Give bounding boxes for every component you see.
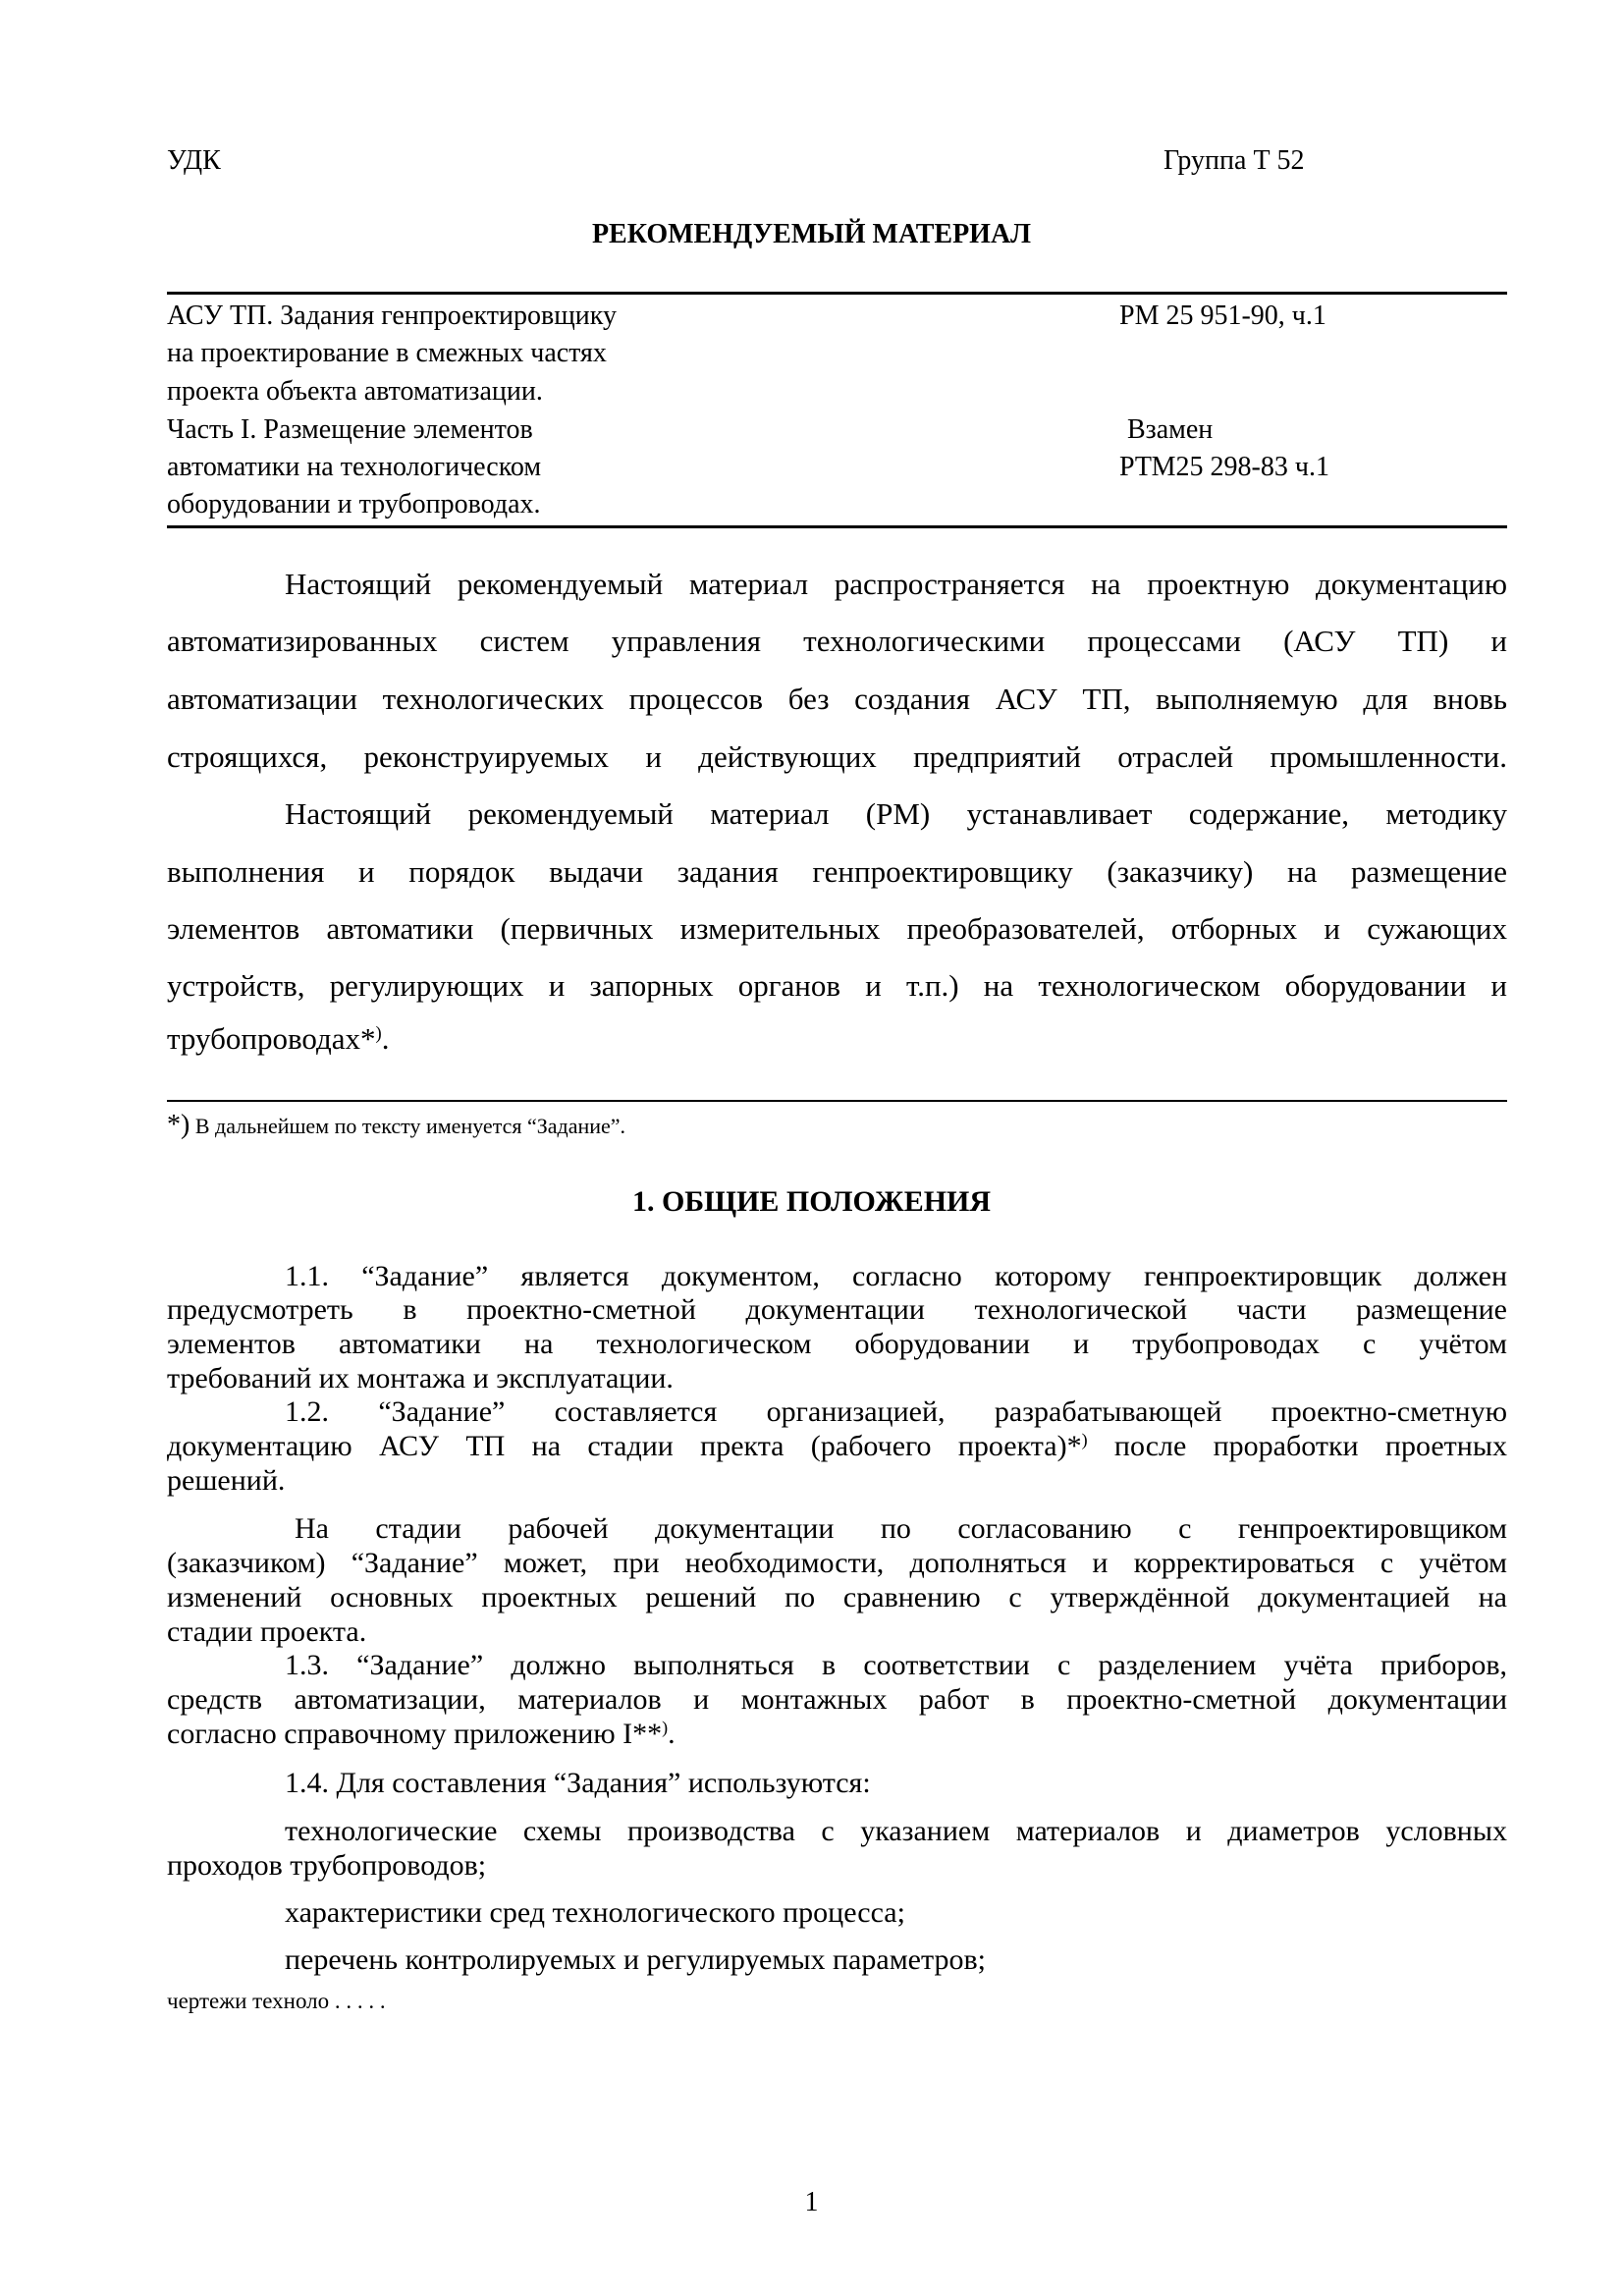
intro-line: элементов автоматики (первичных измерительных преобразователей, отборных и сужающих [167,911,1507,946]
section-line: решений. [167,1464,286,1497]
section-line: стадии проекта. [167,1615,367,1648]
intro-line: автоматизированных систем управления технологическими процессами (АСУ ТП) и [167,624,1507,658]
section-line: 1.2. “Задание” составляется организацией, разрабатывающей проектно-сметную [285,1395,1507,1428]
list-item: характеристики сред технологического процесса; [285,1896,905,1929]
udk-label: УДК [167,145,221,176]
doc-title-line: АСУ ТП. Задания генпроектировщику [167,301,617,331]
doc-title-line: на проектирование в смежных частях [167,338,607,368]
section-line: согласно справочному приложению I**). [167,1718,676,1750]
intro-line: строящихся, реконструируемых и действующих предприятий отраслей промышленности. [167,739,1507,774]
info-bottom-rule [167,525,1507,528]
group-label: Группа Т 52 [1163,145,1305,176]
section-heading: 1. ОБЩИЕ ПОЛОЖЕНИЯ [631,1185,992,1218]
doc-title-line: проекта объекта автоматизации. [167,376,543,407]
intro-line: устройств, регулирующих и запорных органов и т.п.) на технологическом оборудовании и [167,968,1507,1003]
section-line: (заказчиком) “Задание” может, при необходимости, дополняться и корректироваться с учётом [167,1547,1507,1579]
list-item: перечень контролируемых и регулируемых параметров; [285,1943,986,1976]
footnote [167,1110,625,1141]
section-line: элементов автоматики на технологическом оборудовании и трубопроводах с учётом [167,1328,1507,1360]
section-line: На стадии рабочей документации по согласованию с генпроектировщиком [295,1512,1507,1545]
list-item: технологические схемы производства с указанием материалов и диаметров условных [285,1815,1507,1847]
doc-title-line: оборудовании и трубопроводах. [167,489,541,519]
top-rule [167,292,1507,295]
section-line: 1.1. “Задание” является документом, согласно которому генпроектировщик должен [285,1260,1507,1292]
section-line: предусмотреть в проектно-сметной документации технологической части размещение [167,1293,1507,1326]
doc-title-line: автоматики на технологическом [167,452,542,482]
document-title: РЕКОМЕНДУЕМЫЙ МАТЕРИАЛ [591,219,1032,249]
section-line: требований их монтажа и эксплуатации. [167,1362,674,1394]
intro-line: Настоящий рекомендуемый материал распространяется на проектную документацию [285,567,1507,601]
intro-line: Настоящий рекомендуемый материал (РМ) устанавливает содержание, методику [285,796,1507,831]
section-line: 1.3. “Задание” должно выполняться в соответствии с разделением учёта приборов, [285,1649,1507,1681]
page-number: 1 [804,2187,819,2217]
footnote-rule [167,1100,1507,1102]
doc-number: РМ 25 951-90, ч.1 [1119,301,1326,331]
cutoff-text: чертежи техноло . . . . . [167,1989,386,2013]
replaces-label: Взамен [1127,414,1214,445]
footnote-text: В дальнейшем по тексту именуется “Задание”. [189,1114,626,1138]
intro-line: выполнения и порядок выдачи задания генпроектировщику (заказчику) на размещение [167,854,1507,889]
section-line: изменений основных проектных решений по сравнению с утверждённой документацией на [167,1581,1507,1613]
list-item: проходов трубопроводов; [167,1849,487,1882]
intro-last-line: трубопроводах*). [167,1021,390,1056]
intro-line: автоматизации технологических процессов без создания АСУ ТП, выполняемую для вновь [167,682,1507,716]
section-line: документацию АСУ ТП на стадии пректа (рабочего проекта)*) после проработки проетных [167,1430,1507,1462]
footnote-mark: *) [167,1110,190,1140]
doc-title-line: Часть I. Размещение элементов [167,414,533,445]
section-line: средств автоматизации, материалов и монтажных работ в проектно-сметной документации [167,1683,1507,1716]
replaces-number: РТМ25 298-83 ч.1 [1119,452,1329,482]
section-line: 1.4. Для составления “Задания” используются: [285,1767,871,1799]
